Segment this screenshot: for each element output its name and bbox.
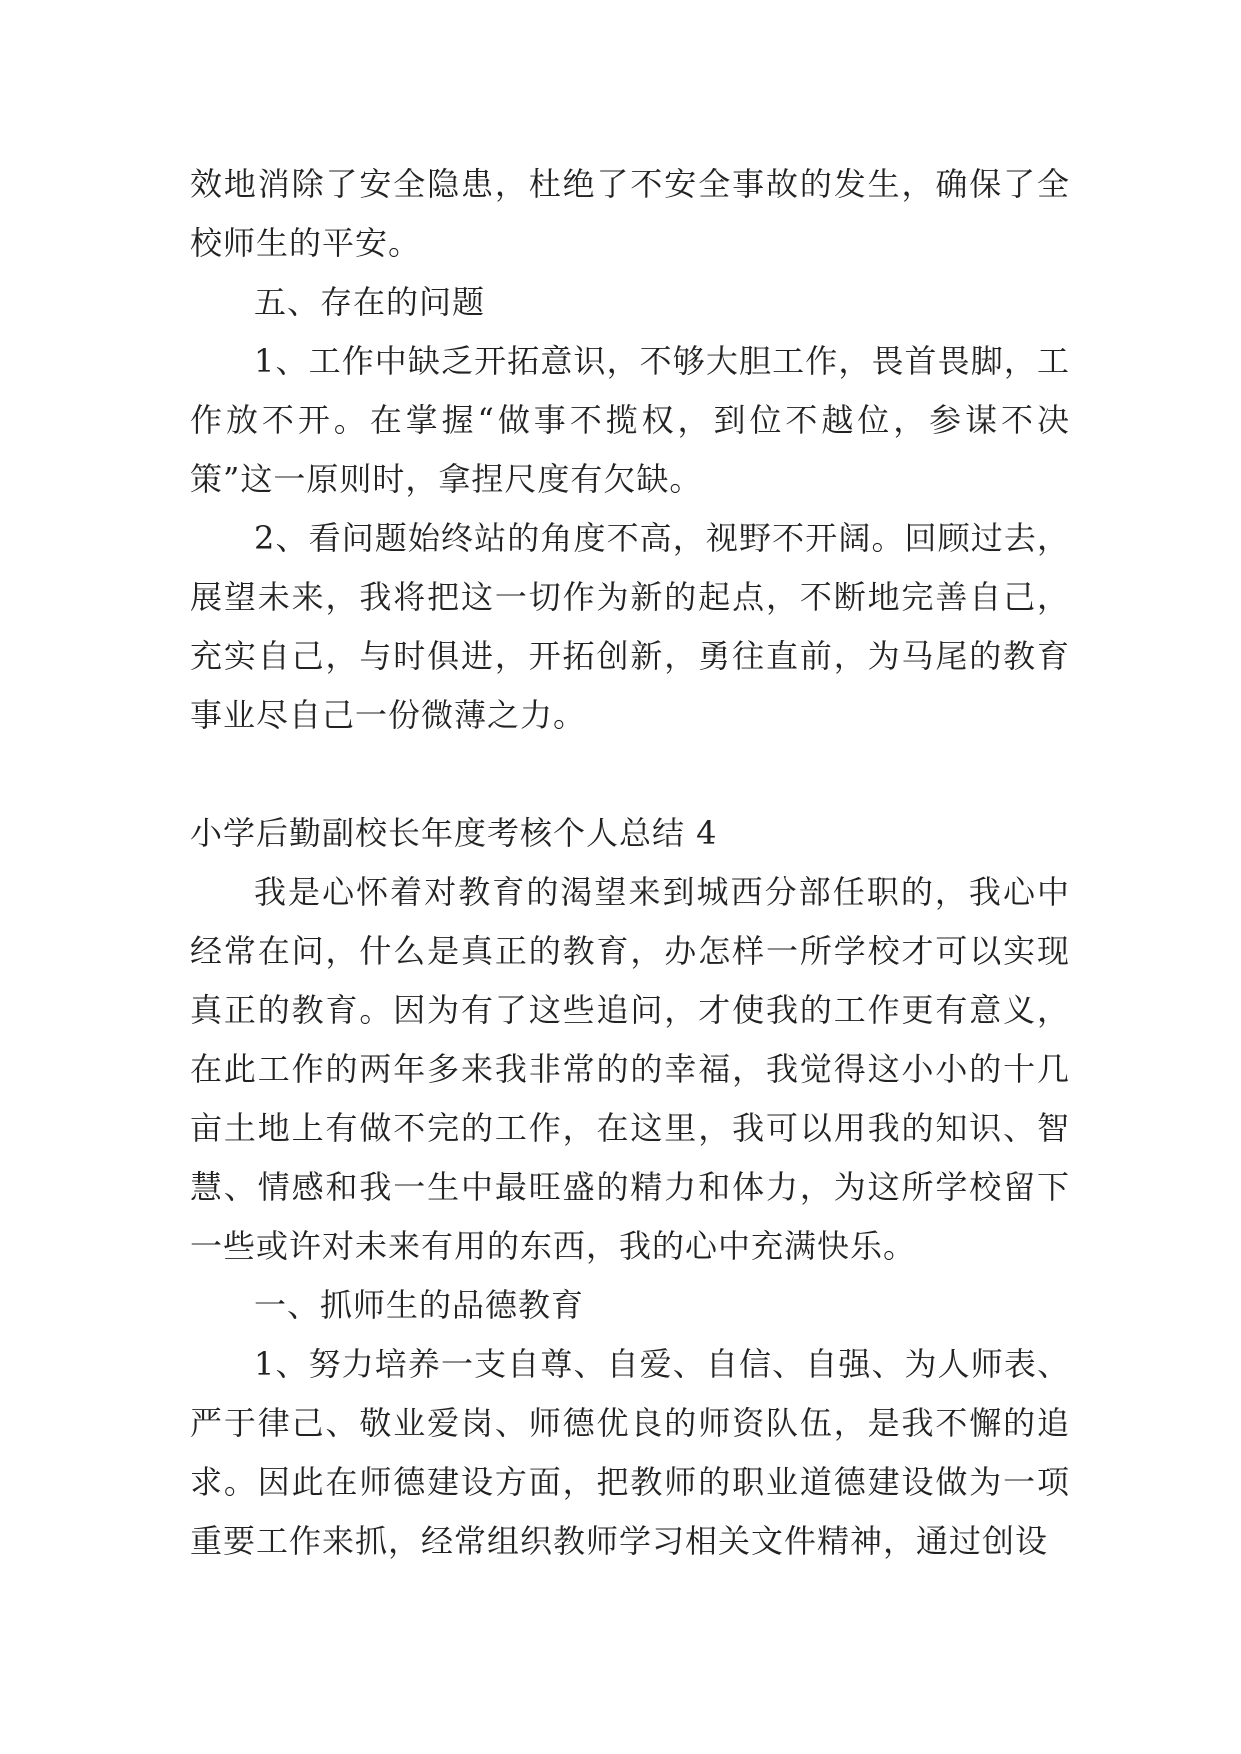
- document-body: [190, 155, 1070, 1571]
- heading-moral-education: 一、抓师生的品德教育: [254, 1286, 585, 1324]
- paragraph-problem-1: 1、工作中缺乏开拓意识，不够大胆工作，畏首畏脚，工作放不开。在掌握“做事不揽权，到位不越位，参谋不决策”这一原则时，拿捏尺度有欠缺。: [190, 342, 1070, 498]
- paragraph-intro: 我是心怀着对教育的渴望来到城西分部任职的，我心中经常在问，什么是真正的教育，办怎样一所学校才可以实现真正的教育。因为有了这些追问，才使我的工作更有意义，在此工作的两年多来我非常的的幸福，我觉得这小小的十几亩土地上有做不完的工作，在这里，我可以用我的知识、智慧、情感和我一生中最旺盛的精力和体力，为这所学校留下一些或许对未来有用的东西，我的心中充满快乐。: [190, 873, 1070, 1265]
- paragraph-moral-1: 1、努力培养一支自尊、自爱、自信、自强、为人师表、严于律己、敬业爱岗、师德优良的师资队伍，是我不懈的追求。因此在师德建设方面，把教师的职业道德建设做为一项重要工作来抓，经常组织教师学习相关文件精神，通过创设: [190, 1345, 1070, 1560]
- section-title: 小学后勤副校长年度考核个人总结 4: [190, 814, 718, 852]
- heading-existing-problems: 五、存在的问题: [254, 283, 486, 321]
- paragraph-problem-2: 2、看问题始终站的角度不高，视野不开阔。回顾过去，展望未来，我将把这一切作为新的起点，不断地完善自己，充实自己，与时俱进，开拓创新，勇往直前，为马尾的教育事业尽自己一份微薄之力。: [190, 519, 1070, 734]
- paragraph-safety-conclusion: 效地消除了安全隐患，杜绝了不安全事故的发生，确保了全校师生的平安。: [190, 165, 1070, 262]
- section-spacer: [190, 745, 1070, 804]
